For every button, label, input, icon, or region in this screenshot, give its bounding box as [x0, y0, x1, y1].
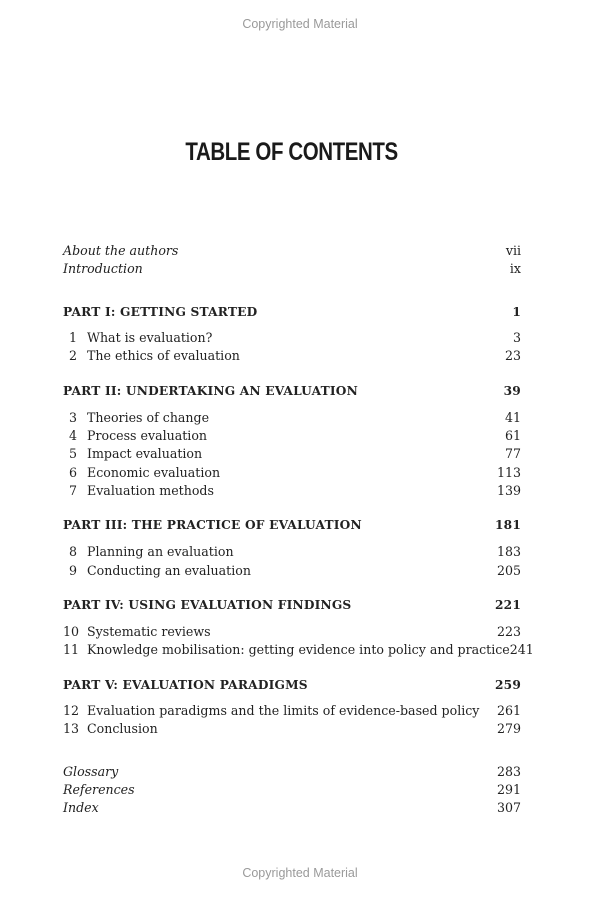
chapter-title: Conducting an evaluation [87, 563, 251, 578]
toc-chapter-row[interactable] [63, 720, 521, 738]
chapter-page: 113 [496, 465, 521, 480]
chapter-page: 61 [504, 428, 521, 443]
part-label: PART IV: USING EVALUATION FINDINGS [63, 598, 352, 612]
toc-chapter-row[interactable] [63, 562, 521, 580]
chapter-number: 7 [68, 483, 77, 498]
toc-entry-page: 307 [496, 800, 521, 815]
page-title: TABLE OF CONTENTS [185, 138, 398, 166]
toc-entry-glossary[interactable] [63, 763, 521, 781]
chapter-number: 8 [68, 544, 77, 559]
toc-chapter-row[interactable] [63, 427, 521, 445]
toc-chapter-row[interactable] [63, 409, 521, 427]
chapter-title: Process evaluation [87, 428, 208, 443]
part-page: 221 [494, 598, 521, 612]
toc-part-heading[interactable] [63, 596, 521, 614]
toc-chapter-row[interactable] [63, 482, 521, 500]
toc-entry-page: vii [505, 243, 521, 258]
chapter-page: 223 [496, 624, 521, 639]
toc-entry-label: Index [63, 800, 99, 815]
chapter-number: 12 [63, 703, 80, 718]
toc-entry-label: Introduction [63, 261, 143, 276]
toc-entry-label: About the authors [63, 243, 179, 258]
toc-entry-references[interactable] [63, 781, 521, 799]
toc-entry-page: 283 [496, 764, 521, 779]
chapter-number: 1 [68, 330, 77, 345]
part-page: 39 [503, 384, 521, 398]
toc-part-heading[interactable] [63, 303, 521, 321]
chapter-title: Knowledge mobilisation: getting evidence into policy and practice [87, 642, 510, 657]
chapter-page: 261 [496, 703, 521, 718]
part-label: PART III: THE PRACTICE OF EVALUATION [63, 518, 362, 532]
chapter-number: 2 [68, 348, 77, 363]
toc-part-heading[interactable] [63, 516, 521, 534]
chapter-number: 13 [63, 721, 80, 736]
chapter-title: What is evaluation? [87, 330, 213, 345]
chapter-title: Conclusion [87, 721, 158, 736]
toc-entry-page: ix [509, 261, 521, 276]
chapter-page: 139 [496, 483, 521, 498]
chapter-page: 23 [504, 348, 521, 363]
toc-chapter-row[interactable] [63, 623, 521, 641]
chapter-title: Systematic reviews [87, 624, 211, 639]
toc-entry-label: References [63, 782, 135, 797]
chapter-number: 4 [68, 428, 77, 443]
part-label: PART II: UNDERTAKING AN EVALUATION [63, 384, 358, 398]
part-page: 1 [512, 305, 521, 319]
chapter-title: Evaluation paradigms and the limits of evidence-based policy [87, 703, 480, 718]
toc-entry-page: 291 [496, 782, 521, 797]
toc-entry-introduction[interactable] [63, 260, 521, 278]
toc-part-heading[interactable] [63, 382, 521, 400]
chapter-page: 241 [509, 642, 534, 657]
toc-part-heading[interactable] [63, 676, 521, 694]
toc-chapter-row[interactable] [63, 641, 534, 659]
part-page: 259 [494, 678, 521, 692]
toc-chapter-row[interactable] [63, 702, 521, 720]
watermark-top: Copyrighted Material [242, 17, 358, 31]
toc-chapter-row[interactable] [63, 329, 521, 347]
chapter-title: Impact evaluation [87, 446, 203, 461]
chapter-title: Theories of change [87, 410, 210, 425]
toc-chapter-row[interactable] [63, 543, 521, 561]
watermark-bottom: Copyrighted Material [242, 866, 358, 880]
chapter-page: 41 [504, 410, 521, 425]
chapter-number: 6 [68, 465, 77, 480]
chapter-number: 9 [68, 563, 77, 578]
toc-entry-index[interactable] [63, 799, 521, 817]
chapter-number: 3 [68, 410, 77, 425]
chapter-page: 3 [512, 330, 521, 345]
chapter-page: 279 [496, 721, 521, 736]
part-label: PART I: GETTING STARTED [63, 305, 258, 319]
chapter-title: Evaluation methods [87, 483, 214, 498]
toc-chapter-row[interactable] [63, 347, 521, 365]
toc-chapter-row[interactable] [63, 464, 521, 482]
chapter-number: 5 [68, 446, 77, 461]
chapter-title: The ethics of evaluation [87, 348, 240, 363]
chapter-page: 77 [504, 446, 521, 461]
toc-entry-about-authors[interactable] [63, 242, 521, 260]
toc-entry-label: Glossary [63, 764, 119, 779]
toc-chapter-row[interactable] [63, 445, 521, 463]
chapter-number: 11 [63, 642, 80, 657]
chapter-page: 183 [496, 544, 521, 559]
part-label: PART V: EVALUATION PARADIGMS [63, 678, 308, 692]
chapter-title: Economic evaluation [87, 465, 221, 480]
chapter-title: Planning an evaluation [87, 544, 234, 559]
part-page: 181 [494, 518, 521, 532]
chapter-number: 10 [63, 624, 80, 639]
chapter-page: 205 [496, 563, 521, 578]
